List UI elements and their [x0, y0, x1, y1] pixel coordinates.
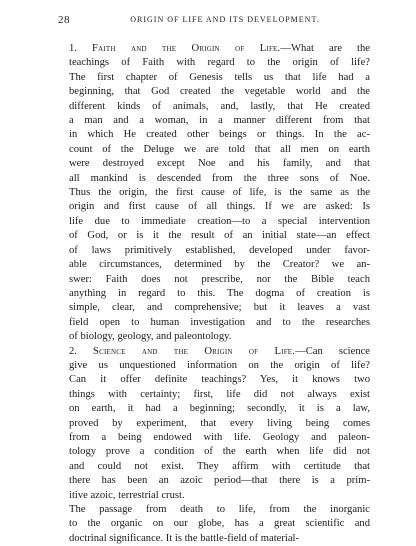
paragraph — [58, 42, 370, 345]
text-run: doctrinal significance. It is the battle-field of material- — [69, 532, 300, 544]
text-line — [58, 186, 370, 200]
paragraph — [58, 345, 370, 503]
text-run: Thus the origin, the first cause of life, is the same as the — [69, 187, 370, 199]
text-run: The first chapter of Genesis tells us that life had a — [69, 71, 370, 83]
paragraph — [58, 503, 370, 546]
text-run: teachings of Faith with regard to the origin of life? — [69, 57, 370, 69]
text-line — [58, 301, 370, 315]
text-line — [58, 128, 370, 142]
text-run: a man and a woman, in a manner different from that — [69, 115, 370, 127]
text-run: on earth, it had a beginning; secondly, it is a law, — [69, 403, 370, 415]
text-run: there has been an azoic period—that there is a prim- — [69, 475, 370, 487]
text-run: life due to immediate creation—to a special intervention — [69, 215, 370, 227]
text-line — [58, 100, 370, 114]
text-line — [58, 417, 370, 431]
text-run: origin and first cause of all things. If we are asked: Is — [69, 201, 370, 213]
text-line — [58, 503, 370, 517]
text-run: —Can science — [295, 345, 371, 357]
text-line — [58, 56, 370, 70]
text-run: in which He created other beings or things. In the ac- — [69, 129, 370, 141]
text-line — [58, 273, 370, 287]
text-run: able circumstances, determined by the Creator? we an- — [69, 259, 370, 271]
text-line — [58, 431, 370, 445]
page-number: 28 — [58, 14, 70, 26]
text-line — [58, 388, 370, 402]
text-run: anything in regard to this. The dogma of creation is — [69, 287, 370, 299]
text-line — [58, 215, 370, 229]
text-line — [58, 532, 370, 546]
text-line — [58, 345, 370, 359]
text-line — [58, 330, 370, 344]
text-run: 2. — [69, 345, 94, 357]
text-run: —What are the — [280, 43, 370, 54]
text-line — [58, 402, 370, 416]
text-run: count of the Deluge we are told that all men on earth — [69, 143, 370, 155]
text-run: tology prove a condition of the earth when life did not — [69, 446, 370, 458]
text-run: to the organic on our globe, has a great scientific and — [69, 518, 370, 530]
text-line — [58, 157, 370, 171]
text-line — [58, 143, 370, 157]
text-line — [58, 200, 370, 214]
text-run: of biology, geology, and paleontology. — [69, 331, 232, 343]
text-run: were destroyed except Noe and his family, and that — [69, 158, 370, 170]
text-run: things with certainty; first, life did not always exist — [69, 388, 370, 400]
text-run: swer: Faith does not prescribe, nor the Bible teach — [69, 273, 370, 285]
text-line — [58, 85, 370, 99]
text-run: all mankind is descended from the three sons of Noe. — [69, 172, 370, 184]
text-run: from a being endowed with life. Geology and paleon- — [69, 431, 370, 443]
text-run: beginning, that God created the vegetable world and the — [69, 86, 370, 98]
text-line — [58, 517, 370, 531]
text-line — [58, 460, 370, 474]
section-heading: Faith and the Origin of Life. — [92, 43, 281, 54]
page-header — [0, 14, 416, 28]
text-line — [58, 258, 370, 272]
text-run: of God, or is it the result of an initial state—an effect — [69, 230, 370, 242]
text-run: 1. — [69, 43, 93, 54]
text-line — [58, 172, 370, 186]
text-run: give us unquestioned information on the origin of life? — [69, 359, 370, 371]
text-line — [58, 474, 370, 488]
text-line — [58, 287, 370, 301]
text-line — [58, 489, 370, 503]
body-text — [58, 42, 370, 546]
text-line — [58, 114, 370, 128]
text-run: Can it offer definite teachings? Yes, it knows two — [69, 374, 370, 386]
text-run: of laws primitively established, developed under favor- — [69, 244, 370, 256]
text-line — [58, 229, 370, 243]
text-run: simple, clear, and comprehensive; but it leaves a vast — [69, 302, 370, 314]
text-line — [58, 359, 370, 373]
text-run: field open to human investigation and to the researches — [69, 316, 370, 328]
text-line — [58, 71, 370, 85]
text-run: and could not exist. They affirm with certitude that — [69, 460, 370, 472]
text-run: itive azoic, terrestrial crust. — [69, 489, 185, 501]
text-run: The passage from death to life, from the inorganic — [69, 504, 370, 515]
running-title: ORIGIN OF LIFE AND ITS DEVELOPMENT. — [130, 15, 320, 24]
text-line — [58, 244, 370, 258]
text-run: proved by experiment, that every living being comes — [69, 417, 370, 429]
text-line — [58, 373, 370, 387]
text-line — [58, 445, 370, 459]
text-run: different kinds of animals, and, lastly, that He created — [69, 100, 370, 112]
section-heading: Science and the Origin of Life. — [93, 345, 296, 357]
text-line — [58, 42, 370, 56]
text-line — [58, 316, 370, 330]
